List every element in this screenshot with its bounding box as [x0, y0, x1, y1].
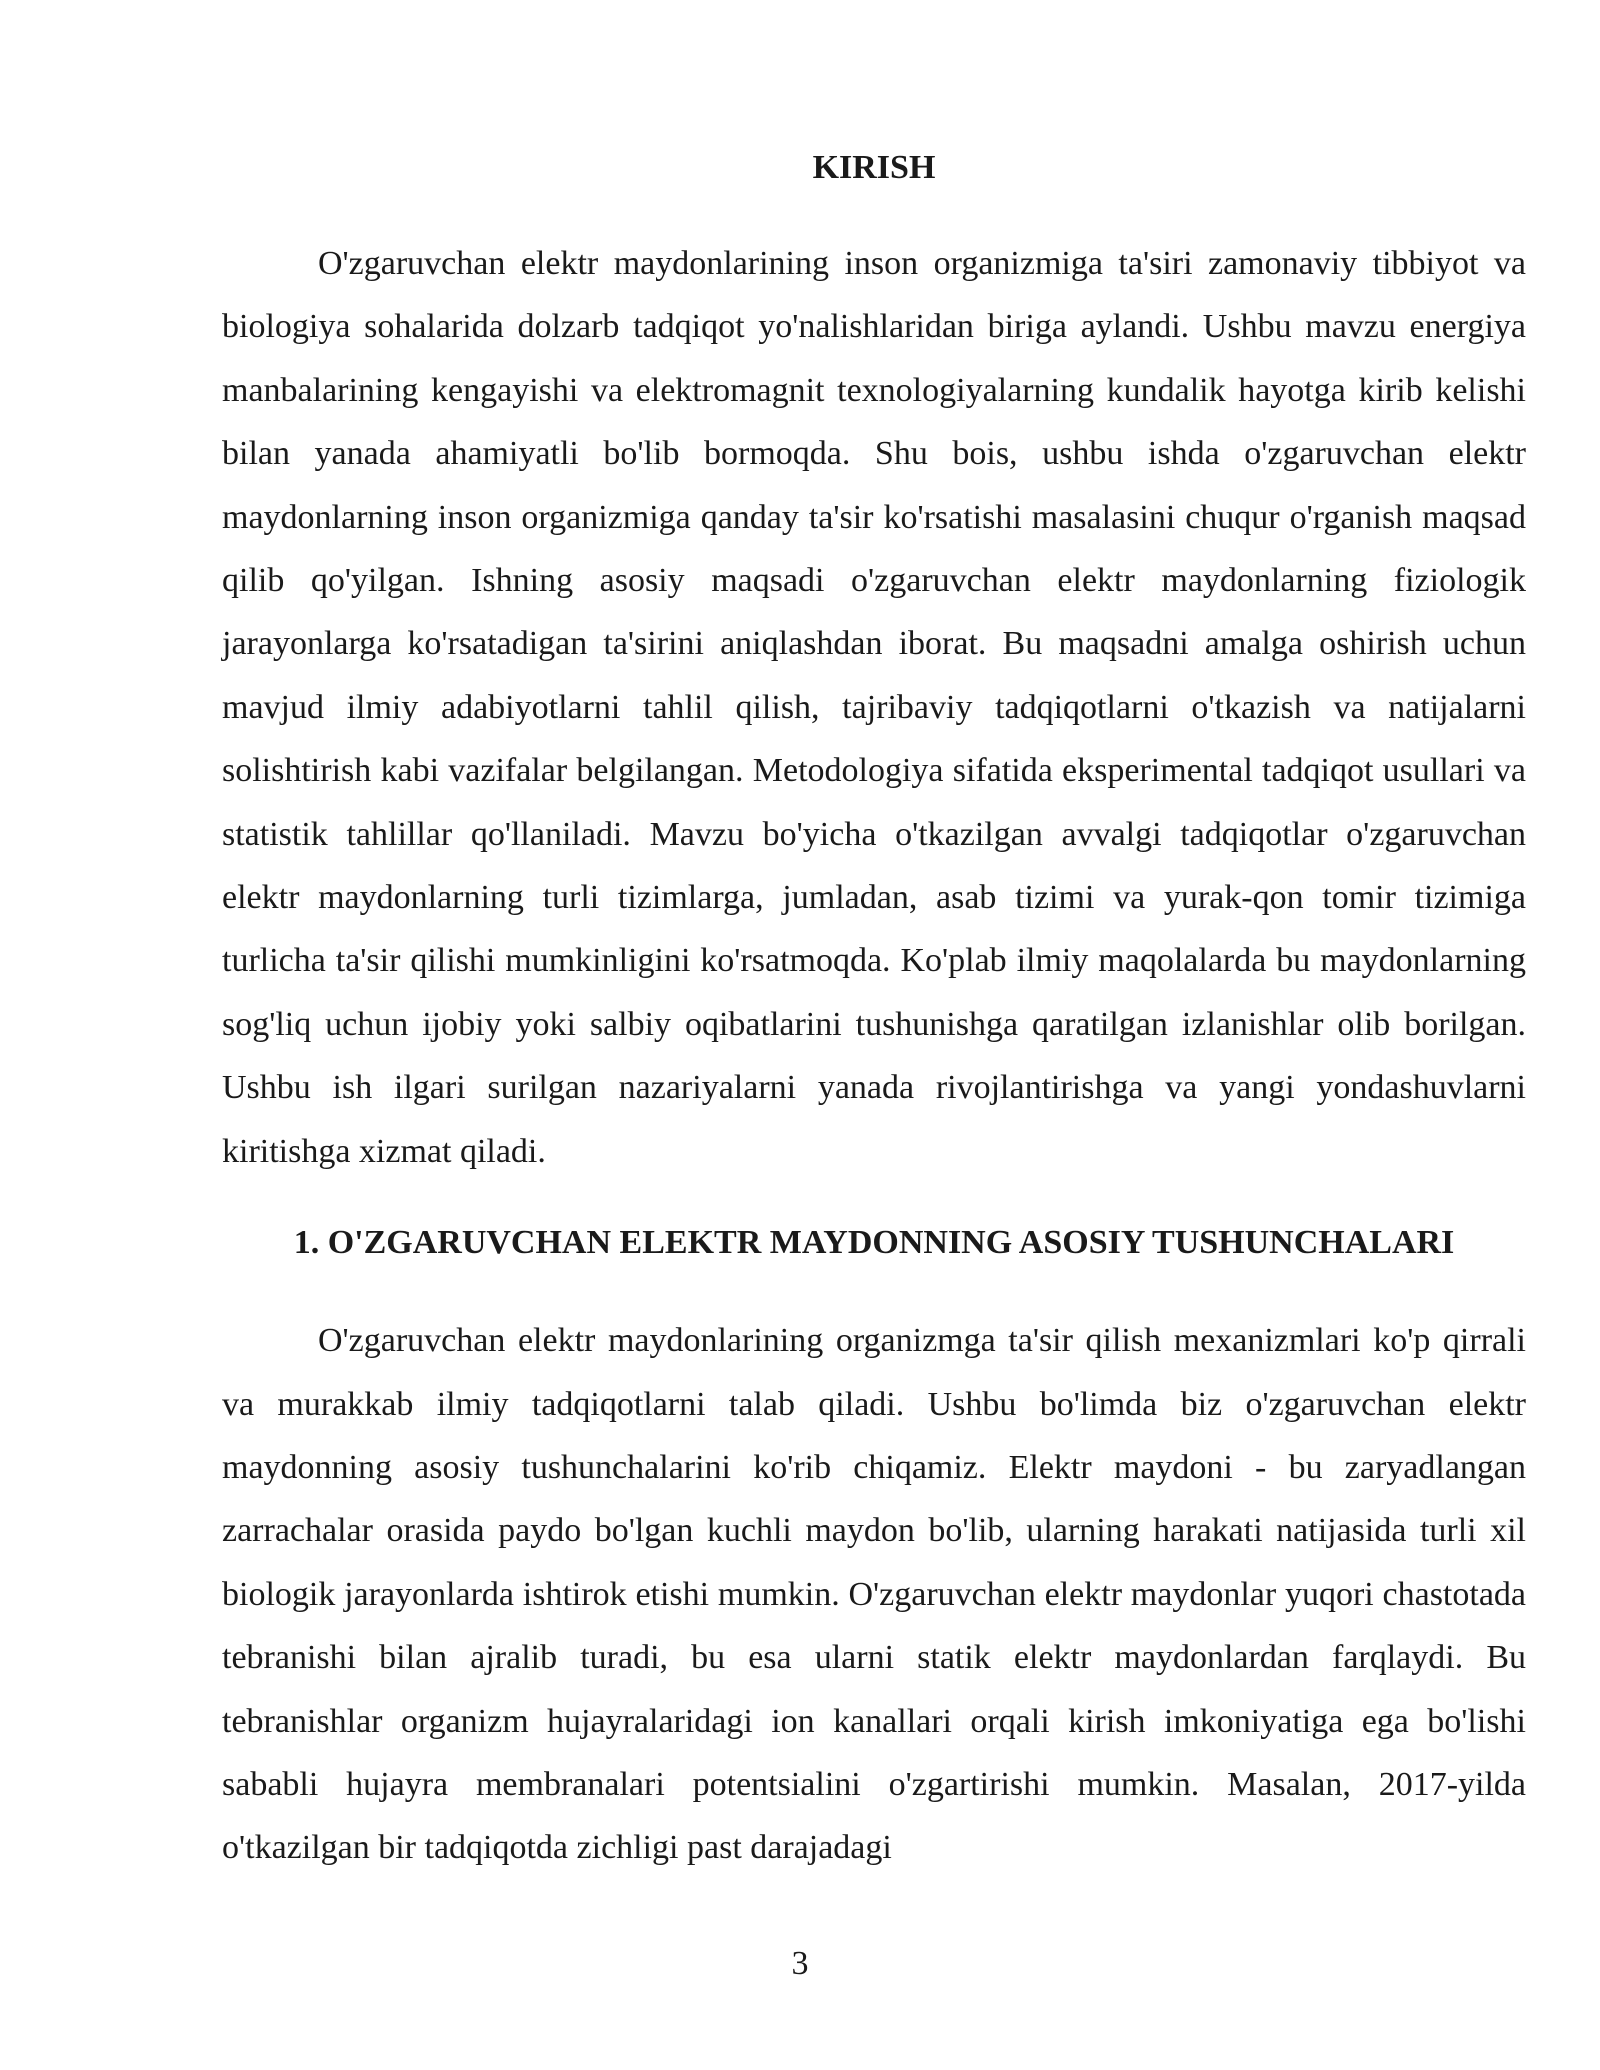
- section-heading: 1. O'ZGARUVCHAN ELEKTR MAYDONNING ASOSIY TUSHUNCHALARI: [293, 1224, 1455, 1262]
- intro-paragraph: O'zgaruvchan elektr maydonlarining inson organizmiga ta'siri zamonaviy tibbiyot va biologiya sohalarida dolzarb tadqiqot yo'nalishlaridan biriga aylandi. Ushbu mavzu energiya manbalarining kengayishi va elektromagnit texnologiyalarning kundalik hayotga kirib kelishi bilan yanada ahamiyatli bo'lib bormoqda. Shu bois, ushbu ishda o'zgaruvchan elektr maydonlarning inson organizmiga qanday ta'sir ko'rsatishi masalasini chuqur o'rganish maqsad qilib qo'yilgan. Ishning asosiy maqsadi o'zgaruvchan elektr maydonlarning fiziologik jarayonlarga ko'rsatadigan ta'sirini aniqlashdan iborat. Bu maqsadni amalga oshirish uchun mavjud ilmiy adabiyotlarni tahlil qilish, tajribaviy tadqiqotlarni o'tkazish va natijalarni solishtirish kabi vazifalar belgilangan. Metodologiya sifatida eksperimental tadqiqot usullari va statistik tahlillar qo'llaniladi. Mavzu bo'yicha o'tkazilgan avvalgi tadqiqotlar o'zgaruvchan elektr maydonlarning turli tizimlarga, jumladan, asab tizimi va yurak-qon tomir tizimiga turlicha ta'sir qilishi mumkinligini ko'rsatmoqda. Ko'plab ilmiy maqolalarda bu maydonlarning sog'liq uchun ijobiy yoki salbiy oqibatlarini tushunishga qaratilgan izlanishlar olib borilgan. Ushbu ish ilgari surilgan nazariyalarni yanada rivojlantirishga va yangi yondashuvlarni kiritishga xizmat qiladi.: [222, 245, 1526, 1170]
- intro-heading: KIRISH: [812, 149, 936, 186]
- page-content: [222, 148, 1526, 1880]
- section-paragraph: O'zgaruvchan elektr maydonlarining organizmga ta'sir qilish mexanizmlari ko'p qirrali va murakkab ilmiy tadqiqotlarni talab qiladi. Ushbu bo'limda biz o'zgaruvchan elektr maydonning asosiy tushunchalarini ko'rib chiqamiz. Elektr maydoni - bu zaryadlangan zarrachalar orasida paydo bo'lgan kuchli maydon bo'lib, ularning harakati natijasida turli xil biologik jarayonlarda ishtirok etishi mumkin. O'zgaruvchan elektr maydonlar yuqori chastotada tebranishi bilan ajralib turadi, bu esa ularni statik elektr maydonlardan farqlaydi. Bu tebranishlar organizm hujayralaridagi ion kanallari orqali kirish imkoniyatiga ega bo'lishi sababli hujayra membranalari potentsialini o'zgartirishi mumkin. Masalan, 2017-yilda o'tkazilgan bir tadqiqotda zichligi past darajadagi: [222, 1322, 1526, 1867]
- page-number: 3: [791, 1945, 809, 1982]
